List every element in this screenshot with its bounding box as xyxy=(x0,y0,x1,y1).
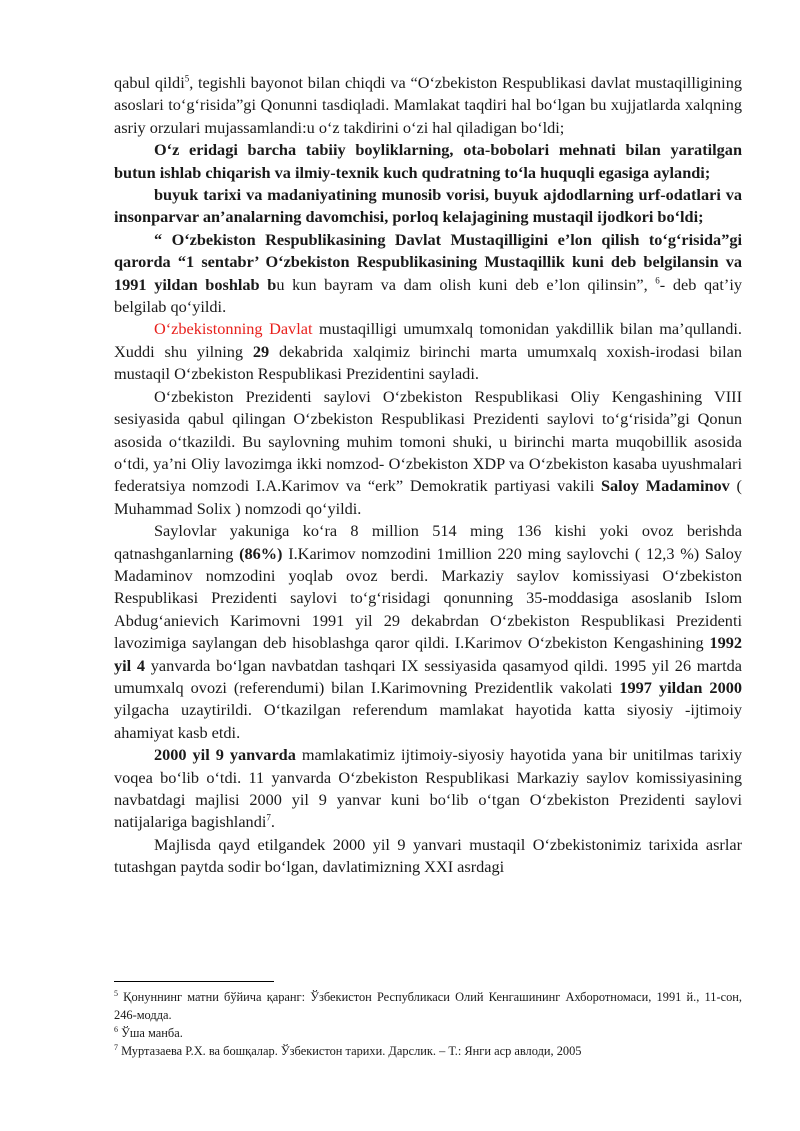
footnote-ref: 6 xyxy=(655,275,660,286)
text-run: buyuk tarixi va madaniyatining munosib vorisi, buyuk ajdodlarning urf-odatlari va insonparvar an’analarning davomchisi, porloq kelajagining mustaqil ijodkori bo‘ldi; xyxy=(114,185,742,227)
text-run: O‘zbekiston Prezidenti saylovi O‘zbekiston Respublikasi Oliy Kengashining VIII sesiyasida qabul qilingan O‘zbekiston Respublikasi Prezidenti saylovi to‘g‘risida”gi Qonun asosida o‘tkazildi. Bu saylovning muhim tomoni shuki, u birinchi marta muqobillik asosida o‘tdi, ya’ni Oliy lavozimga ikki nomzod- O‘zbekiston XDP va O‘zbekiston kasaba uyushmalari federatsiya nomzodi I.A.Karimov va “erk” Demokratik partiyasi vakili xyxy=(114,386,742,496)
footnote xyxy=(114,988,742,1024)
text-run: ( Muhammad Solix ) nomzodi qo‘yildi. xyxy=(114,476,742,518)
text-run: Majlisda qayd etilgandek 2000 yil 9 yanvari mustaqil O‘zbekistonimiz tarixida asrlar tutashgan paytda sodir bo‘lgan, davlatimizning XXI asrdagi xyxy=(114,834,742,877)
paragraph xyxy=(114,184,742,229)
paragraph xyxy=(114,744,742,834)
footnotes xyxy=(114,988,742,1060)
text-run: . xyxy=(270,812,275,832)
footnote-text: Ўша манба. xyxy=(118,1026,183,1040)
text-run: - deb qat’iy belgilab qo‘yildi. xyxy=(114,274,742,317)
text-run: 1992 yil 4 xyxy=(114,633,742,675)
paragraph xyxy=(114,834,742,879)
text-run: Saylovlar yakuniga ko‘ra 8 million 514 ming 136 kishi yoki ovoz berishda qatnashganlarning xyxy=(114,521,742,563)
text-run: 2000 yil 9 yanvarda xyxy=(154,745,296,765)
footnote xyxy=(114,1042,742,1060)
paragraph xyxy=(114,72,742,139)
footnote-ref: 7 xyxy=(266,812,271,823)
footnote-mark: 6 xyxy=(114,1024,118,1034)
paragraph xyxy=(114,520,742,744)
text-run: (86%) xyxy=(239,543,283,563)
footnote-mark: 5 xyxy=(114,988,118,998)
paragraph xyxy=(114,229,742,319)
paragraph xyxy=(114,139,742,184)
text-run: I.Karimov nomzodini 1million 220 ming saylovchi ( 12,3 %) Saloy Madaminov nomzodini yoqlab ovoz berdi. Markaziy saylov komissiyasi O‘zbekiston Respublikasi Prezidenti saylovi to‘g‘risidagi qonunning 35-moddasiga asoslanib Islom Abdug‘anievich Karimovni 1991 yil 29 dekabrdan O‘zbekiston Respublikasi Prezidenti lavozimiga saylangan deb hisoblashga qaror qildi. I.Karimov O‘zbekiston Kengashining xyxy=(114,543,742,653)
text-run: u kun bayram va dam olish kuni deb e’lon qilinsin”, xyxy=(276,274,656,294)
footnote-mark: 7 xyxy=(114,1042,118,1052)
text-run: 1997 yildan 2000 xyxy=(619,677,742,697)
text-run: qabul qildi xyxy=(114,73,185,92)
document-body xyxy=(114,72,742,879)
text-run: yilgacha uzaytirildi. O‘tkazilgan referendum mamlakat hayotida katta siyosiy -ijtimoiy ahamiyat kasb etdi. xyxy=(114,700,742,742)
text-run: mustaqilligi umumxalq tomonidan yakdillik bilan ma’qullandi. Xuddi shu yilning xyxy=(114,319,742,361)
text-run: O‘z eridagi barcha tabiiy boyliklarning, ota-bobolari mehnati bilan yaratilgan butun ishlab chiqarish va ilmiy-texnik kuch qudratning to‘la huquqli egasiga aylandi; xyxy=(114,140,742,182)
text-run: mamlakatimiz ijtimoiy-siyosiy hayotida yana bir unitilmas tarixiy voqea bo‘lib o‘tdi. 11 yanvarda O‘zbekiston Respublikasi Markaziy saylov komissiyasining navbatdagi majlisi 2000 yil 9 yanvar kuni bo‘lib o‘tgan O‘zbekiston Prezidenti saylovi natijalariga bagishlandi xyxy=(114,745,742,832)
footnote-ref: 5 xyxy=(184,73,190,84)
paragraph xyxy=(114,386,742,520)
footnote xyxy=(114,1024,742,1042)
text-run: Saloy Madaminov xyxy=(600,476,730,496)
footnote-text: Қонуннинг матни бўйича қаранг: Ўзбекистон Республикаси Олий Кенгашининг Ахборотномаси, 1991 й., 11-сон, 246-модда. xyxy=(114,990,742,1022)
footnote-separator xyxy=(114,981,274,982)
text-run: dekabrida xalqimiz birinchi marta umumxalq xoxish-irodasi bilan mustaqil O‘zbekiston Respublikasi Prezidentini sayladi. xyxy=(114,341,742,384)
text-run: “ O‘zbekiston Respublikasining Davlat Mustaqilligini e’lon qilish to‘g‘risida”gi qarorda “1 sentabr’ O‘zbekiston Respublikasining Mustaqillik kuni deb belgilansin va 1991 yildan boshlab b xyxy=(114,229,742,294)
text-run: O‘zbekistonning Davlat xyxy=(154,319,313,339)
text-run: , tegishli bayonot bilan chiqdi va “O‘zbekiston Respublikasi davlat mustaqilligining asoslari to‘g‘risida”gi Qonunni tasdiqladi. Mamlakat taqdiri hal bo‘lgan bu xujjatlarda xalqning asriy orzulari mujassamlandi:u o‘z takdirini o‘zi hal qiladigan bo‘ldi; xyxy=(114,73,742,137)
text-run: yanvarda bo‘lgan navbatdan tashqari IX sessiyasida qasamyod qildi. 1995 yil 26 martda umumxalq ovozi (referendumi) bilan I.Karimovning Prezidentlik vakolati xyxy=(114,655,742,697)
paragraph xyxy=(114,318,742,385)
footnote-text: Муртазаева Р.Х. ва бошқалар. Ўзбекистон тарихи. Дарслик. – Т.: Янги аср авлоди, 2005 xyxy=(118,1044,582,1058)
text-run: 29 xyxy=(252,341,270,361)
